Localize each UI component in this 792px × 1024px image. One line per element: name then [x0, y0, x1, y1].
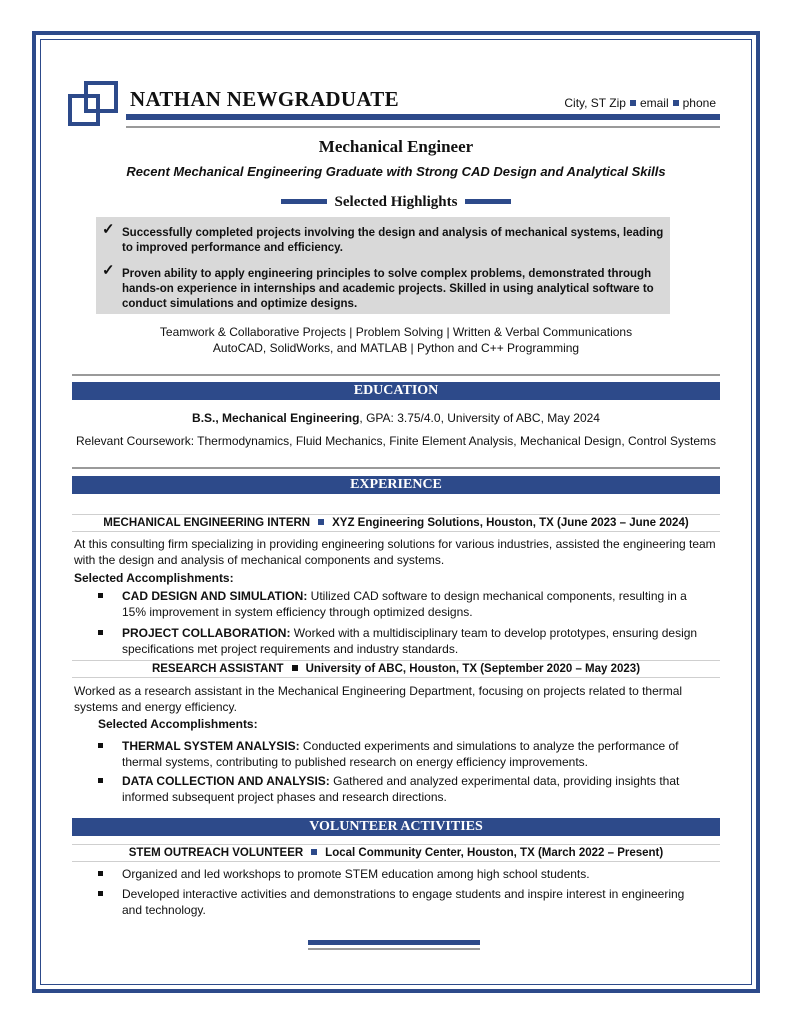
- contact-info: [564, 96, 716, 110]
- job-org: XYZ Engineering Solutions, Houston, TX (June 2023 – June 2024): [332, 517, 689, 529]
- bullet-icon: [98, 778, 103, 783]
- bullet-icon: [98, 630, 103, 635]
- separator-square-icon: [292, 665, 298, 671]
- volunteer-heading: [72, 844, 720, 862]
- highlights-heading-text: Selected Highlights: [334, 194, 458, 210]
- highlight-item: Proven ability to apply engineering principles to solve complex problems, demonstrated through hands-on experience in internships and academic projects. Skilled in using analytical software to conduct simulations and optimize designs.: [122, 268, 654, 310]
- skills-line: Teamwork & Collaborative Projects | Problem Solving | Written & Verbal Communications: [159, 325, 633, 339]
- volunteer-item-text: Developed interactive activities and demonstrations to engage students and inspire interest in engineering and technology.: [122, 887, 685, 917]
- bullet-lead: THERMAL SYSTEM ANALYSIS:: [122, 739, 300, 753]
- skills-line: AutoCAD, SolidWorks, and MATLAB | Python and C++ Programming: [212, 341, 580, 355]
- section-heading-education: EDUCATION: [72, 382, 720, 400]
- checkmark-icon: ✓: [102, 221, 115, 238]
- bullet-icon: [98, 891, 103, 896]
- bullet-text: Conducted experiments and simulations to analyze the performance of thermal systems, contributing to published research on energy efficiency improvements.: [122, 739, 679, 769]
- separator-square-icon: [673, 100, 679, 106]
- footer-rule: [308, 940, 480, 945]
- volunteer-org: Local Community Center, Houston, TX (March 2022 – Present): [325, 847, 664, 859]
- logo-icon: [68, 80, 120, 128]
- heading-bar: [281, 199, 327, 204]
- accomplishments-heading: Selected Accomplishments:: [98, 717, 258, 731]
- contact-phone: phone: [682, 96, 716, 110]
- separator-square-icon: [318, 519, 324, 525]
- volunteer-item-text: Organized and led workshops to promote STEM education among high school students.: [122, 867, 590, 881]
- job-summary: Worked as a research assistant in the Mechanical Engineering Department, focusing on projects related to thermal systems and energy efficiency.: [74, 684, 683, 714]
- accomplishments-heading: Selected Accomplishments:: [74, 571, 234, 585]
- job-org: University of ABC, Houston, TX (September 2020 – May 2023): [305, 663, 641, 675]
- bullet-icon: [98, 871, 103, 876]
- header-rule: [126, 114, 720, 120]
- highlight-item: Successfully completed projects involving the design and analysis of mechanical systems, leading to improved performance and efficiency.: [122, 227, 664, 254]
- bullet-text: Utilized CAD software to design mechanical components, resulting in a 15% improvement in system efficiency through optimized designs.: [122, 589, 687, 619]
- bullet-icon: [98, 743, 103, 748]
- separator-square-icon: [630, 100, 636, 106]
- bullet-icon: [98, 593, 103, 598]
- job-title: MECHANICAL ENGINEERING INTERN: [103, 517, 311, 529]
- bullet-lead: DATA COLLECTION AND ANALYSIS:: [122, 774, 330, 788]
- header-rule-thin: [126, 126, 720, 128]
- job-heading: [72, 514, 720, 532]
- contact-city: City, ST Zip: [564, 96, 626, 110]
- highlights-heading: [0, 194, 792, 211]
- job-summary: At this consulting firm specializing in providing engineering solutions for various industries, assisted the engineering team with the design and analysis of mechanical components and systems.: [74, 537, 716, 567]
- degree-details: , GPA: 3.75/4.0, University of ABC, May 2024: [359, 411, 600, 425]
- coursework-line: Relevant Coursework: Thermodynamics, Fluid Mechanics, Finite Element Analysis, Mechanical Design, Control Systems: [75, 434, 717, 448]
- contact-email: email: [639, 96, 669, 110]
- section-heading-volunteer: VOLUNTEER ACTIVITIES: [72, 818, 720, 836]
- job-heading: [72, 660, 720, 678]
- degree: B.S., Mechanical Engineering: [192, 411, 360, 425]
- separator-square-icon: [311, 849, 317, 855]
- footer-rule-thin: [308, 948, 480, 950]
- bullet-lead: CAD DESIGN AND SIMULATION:: [122, 589, 308, 603]
- bullet-text: Gathered and analyzed experimental data, providing insights that informed subsequent project phases and research directions.: [122, 774, 680, 804]
- job-title: RESEARCH ASSISTANT: [151, 663, 284, 675]
- checkmark-icon: ✓: [102, 262, 115, 279]
- volunteer-title: STEM OUTREACH VOLUNTEER: [128, 847, 304, 859]
- bullet-lead: PROJECT COLLABORATION:: [122, 626, 291, 640]
- target-title: Mechanical Engineer: [318, 137, 474, 156]
- heading-bar: [465, 199, 511, 204]
- tagline: Recent Mechanical Engineering Graduate with Strong CAD Design and Analytical Skills: [126, 164, 666, 179]
- degree-line: [0, 411, 792, 425]
- section-rule: [72, 467, 720, 469]
- candidate-name: NATHAN NEWGRADUATE: [130, 87, 399, 111]
- bullet-text: Worked with a multidisciplinary team to develop prototypes, ensuring design specifications met project requirements and industry standards.: [122, 626, 698, 656]
- section-heading-experience: EXPERIENCE: [72, 476, 720, 494]
- section-rule: [72, 374, 720, 376]
